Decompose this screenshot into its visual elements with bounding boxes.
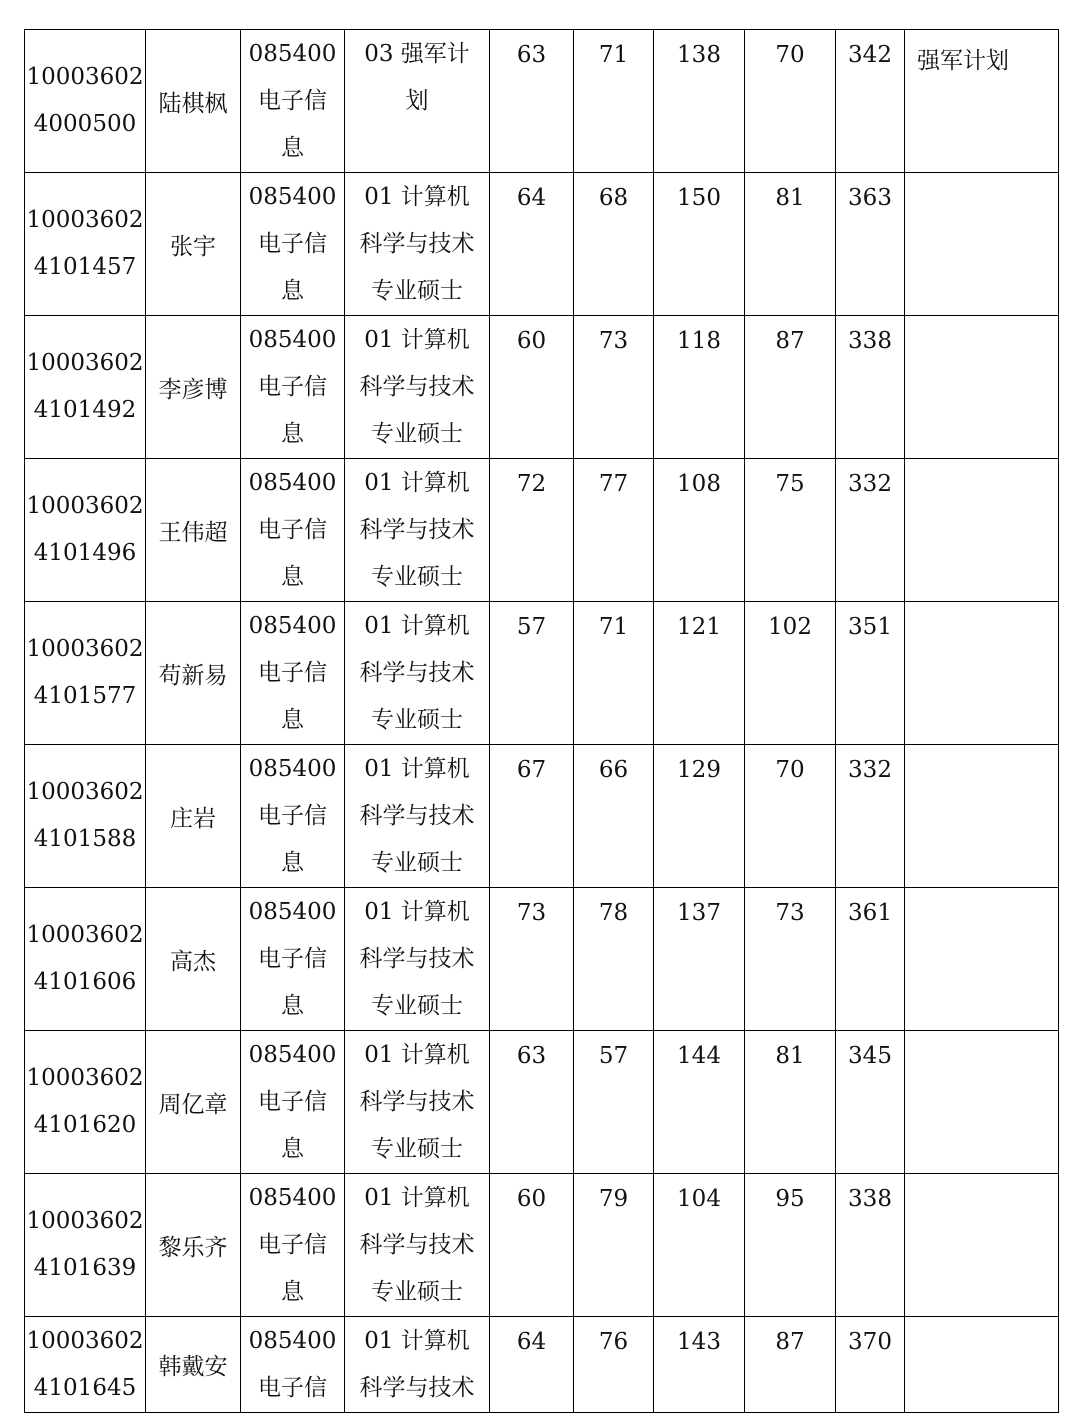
remark-cell	[905, 316, 1059, 459]
table-row	[25, 316, 1059, 459]
candidate-id-cell-line: 4101492	[33, 397, 137, 423]
candidate-id-cell	[25, 1031, 146, 1174]
direction-cell-line: 科学与技术	[359, 517, 475, 543]
table-row	[25, 745, 1059, 888]
direction-cell-line: 划	[405, 88, 429, 114]
total-score-cell: 332	[836, 459, 905, 602]
direction-cell	[345, 745, 490, 888]
table-row	[25, 888, 1059, 1031]
major-cell-line: 息	[281, 278, 304, 304]
score-professional-cell: 87	[745, 316, 836, 459]
major-cell	[241, 602, 345, 745]
major-cell-line: 息	[281, 421, 304, 447]
major-cell	[241, 1031, 345, 1174]
candidate-id-cell	[25, 30, 146, 173]
candidate-id-cell	[25, 888, 146, 1031]
major-cell-line: 电子信	[258, 374, 327, 400]
score-math-cell: 150	[654, 173, 745, 316]
remark-cell	[905, 745, 1059, 888]
major-cell-line: 085400	[248, 756, 337, 782]
major-cell-line: 085400	[248, 899, 337, 925]
remark-cell	[905, 602, 1059, 745]
candidate-id-cell-line: 10003602	[26, 207, 144, 233]
total-score-cell: 363	[836, 173, 905, 316]
score-english-cell: 71	[574, 602, 654, 745]
direction-cell-line: 科学与技术	[359, 803, 475, 829]
score-professional-cell: 70	[745, 745, 836, 888]
score-politics-cell: 63	[490, 30, 574, 173]
direction-cell-line: 专业硕士	[371, 278, 463, 304]
score-math-cell: 121	[654, 602, 745, 745]
direction-cell	[345, 173, 490, 316]
remark-cell	[905, 888, 1059, 1031]
major-cell-line: 085400	[248, 184, 337, 210]
score-english-cell: 71	[574, 30, 654, 173]
total-score-cell: 351	[836, 602, 905, 745]
candidate-id-cell-line: 4000500	[33, 111, 137, 137]
score-professional-cell: 73	[745, 888, 836, 1031]
direction-cell-line: 01 计算机	[364, 1328, 470, 1354]
candidate-id-cell-line: 4101588	[33, 826, 137, 852]
major-cell-line: 085400	[248, 1328, 337, 1354]
direction-cell-line: 01 计算机	[364, 756, 470, 782]
remark-cell	[905, 1031, 1059, 1174]
score-english-cell: 68	[574, 173, 654, 316]
score-math-cell: 108	[654, 459, 745, 602]
score-professional-cell: 102	[745, 602, 836, 745]
score-english-cell: 77	[574, 459, 654, 602]
direction-cell-line: 专业硕士	[371, 564, 463, 590]
major-cell-line: 085400	[248, 1042, 337, 1068]
score-english-cell: 73	[574, 316, 654, 459]
candidate-id-cell-line: 10003602	[26, 64, 144, 90]
direction-cell-line: 科学与技术	[359, 231, 475, 257]
direction-cell-line: 专业硕士	[371, 1279, 463, 1305]
candidate-id-cell-line: 4101606	[33, 969, 137, 995]
score-english-cell: 78	[574, 888, 654, 1031]
direction-cell-line: 01 计算机	[364, 327, 470, 353]
score-politics-cell: 73	[490, 888, 574, 1031]
score-math-cell: 118	[654, 316, 745, 459]
direction-cell-line: 01 计算机	[364, 1042, 470, 1068]
score-math-cell: 143	[654, 1317, 745, 1413]
major-cell	[241, 888, 345, 1031]
candidate-name-cell: 周亿章	[146, 1031, 241, 1174]
score-professional-cell: 75	[745, 459, 836, 602]
table-row	[25, 602, 1059, 745]
score-professional-cell: 81	[745, 173, 836, 316]
direction-cell-line: 科学与技术	[359, 946, 475, 972]
remark-cell	[905, 173, 1059, 316]
direction-cell	[345, 1174, 490, 1317]
direction-cell-line: 专业硕士	[371, 993, 463, 1019]
total-score-cell: 345	[836, 1031, 905, 1174]
candidate-id-cell	[25, 602, 146, 745]
candidate-name-cell: 李彦博	[146, 316, 241, 459]
candidate-id-cell-line: 10003602	[26, 1327, 144, 1354]
major-cell	[241, 30, 345, 173]
remark-cell: 强军计划	[905, 30, 1059, 173]
direction-cell-line: 科学与技术	[359, 660, 475, 686]
total-score-cell: 338	[836, 1174, 905, 1317]
major-cell	[241, 173, 345, 316]
major-cell-line: 085400	[248, 1185, 337, 1211]
candidate-id-cell	[25, 1317, 146, 1413]
major-cell-line: 085400	[248, 613, 337, 639]
candidate-id-cell-line: 4101457	[33, 254, 137, 280]
candidate-id-cell-line: 10003602	[26, 493, 144, 519]
major-cell-line: 息	[281, 850, 304, 876]
direction-cell-line: 专业硕士	[371, 421, 463, 447]
table-row	[25, 1031, 1059, 1174]
score-politics-cell: 60	[490, 316, 574, 459]
major-cell-line: 085400	[248, 327, 337, 353]
major-cell	[241, 745, 345, 888]
candidate-id-cell-line: 10003602	[26, 1208, 144, 1234]
remark-cell	[905, 1317, 1059, 1413]
score-math-cell: 104	[654, 1174, 745, 1317]
candidate-id-cell	[25, 316, 146, 459]
remark-cell	[905, 1174, 1059, 1317]
table-row	[25, 1317, 1059, 1413]
direction-cell	[345, 459, 490, 602]
candidate-name-cell: 苟新易	[146, 602, 241, 745]
direction-cell-line: 01 计算机	[364, 613, 470, 639]
candidate-id-cell-line: 4101639	[33, 1255, 137, 1281]
direction-cell-line: 专业硕士	[371, 850, 463, 876]
score-english-cell: 79	[574, 1174, 654, 1317]
candidate-id-cell-line: 10003602	[26, 636, 144, 662]
score-math-cell: 144	[654, 1031, 745, 1174]
major-cell-line: 息	[281, 564, 304, 590]
major-cell-line: 息	[281, 993, 304, 1019]
major-cell	[241, 459, 345, 602]
direction-cell	[345, 1031, 490, 1174]
table-row	[25, 173, 1059, 316]
score-professional-cell: 87	[745, 1317, 836, 1413]
major-cell-line: 息	[281, 707, 304, 733]
direction-cell-line: 科学与技术	[359, 1375, 475, 1401]
direction-cell-line: 专业硕士	[371, 707, 463, 733]
direction-cell-line: 01 计算机	[364, 1185, 470, 1211]
direction-cell	[345, 888, 490, 1031]
table-row	[25, 30, 1059, 173]
total-score-cell: 338	[836, 316, 905, 459]
major-cell-line: 电子信	[258, 517, 327, 543]
major-cell-line: 息	[281, 135, 304, 161]
candidate-id-cell	[25, 459, 146, 602]
major-cell-line: 息	[281, 1279, 304, 1305]
score-politics-cell: 57	[490, 602, 574, 745]
candidate-name-cell: 高杰	[146, 888, 241, 1031]
candidate-id-cell-line: 10003602	[26, 922, 144, 948]
major-cell	[241, 1317, 345, 1413]
score-math-cell: 138	[654, 30, 745, 173]
major-cell-line: 电子信	[258, 803, 327, 829]
candidate-name-cell: 陆棋枫	[146, 30, 241, 173]
direction-cell-line: 科学与技术	[359, 1232, 475, 1258]
direction-cell-line: 01 计算机	[364, 184, 470, 210]
major-cell-line: 电子信	[258, 660, 327, 686]
total-score-cell: 342	[836, 30, 905, 173]
table-row	[25, 1174, 1059, 1317]
candidate-id-cell	[25, 1174, 146, 1317]
major-cell-line: 电子信	[258, 1375, 327, 1401]
candidate-name-cell: 王伟超	[146, 459, 241, 602]
score-politics-cell: 72	[490, 459, 574, 602]
major-cell	[241, 1174, 345, 1317]
score-english-cell: 66	[574, 745, 654, 888]
candidate-id-cell-line: 10003602	[26, 779, 144, 805]
major-cell-line: 085400	[248, 470, 337, 496]
score-professional-cell: 81	[745, 1031, 836, 1174]
candidate-id-cell-line: 10003602	[26, 350, 144, 376]
major-cell-line: 电子信	[258, 946, 327, 972]
direction-cell	[345, 316, 490, 459]
table-row	[25, 459, 1059, 602]
candidate-id-cell-line: 4101620	[33, 1112, 137, 1138]
major-cell	[241, 316, 345, 459]
candidate-name-cell: 张宇	[146, 173, 241, 316]
direction-cell-line: 03 强军计	[364, 41, 470, 67]
direction-cell	[345, 30, 490, 173]
candidate-id-cell-line: 10003602	[26, 1065, 144, 1091]
direction-cell-line: 专业硕士	[371, 1136, 463, 1162]
score-politics-cell: 64	[490, 173, 574, 316]
major-cell-line: 085400	[248, 41, 337, 67]
candidate-name-cell: 韩戴安	[146, 1317, 241, 1413]
score-english-cell: 57	[574, 1031, 654, 1174]
table-body	[25, 30, 1059, 1413]
score-math-cell: 137	[654, 888, 745, 1031]
major-cell-line: 电子信	[258, 231, 327, 257]
direction-cell-line: 01 计算机	[364, 470, 470, 496]
total-score-cell: 370	[836, 1317, 905, 1413]
candidate-id-cell	[25, 173, 146, 316]
direction-cell-line: 01 计算机	[364, 899, 470, 925]
direction-cell-line: 科学与技术	[359, 374, 475, 400]
score-math-cell: 129	[654, 745, 745, 888]
total-score-cell: 361	[836, 888, 905, 1031]
score-politics-cell: 64	[490, 1317, 574, 1413]
candidate-name-cell: 黎乐齐	[146, 1174, 241, 1317]
total-score-cell: 332	[836, 745, 905, 888]
major-cell-line: 息	[281, 1136, 304, 1162]
score-professional-cell: 95	[745, 1174, 836, 1317]
score-politics-cell: 63	[490, 1031, 574, 1174]
major-cell-line: 电子信	[258, 88, 327, 114]
candidate-name-cell: 庄岩	[146, 745, 241, 888]
admission-score-table	[24, 29, 1059, 1413]
score-english-cell: 76	[574, 1317, 654, 1413]
direction-cell	[345, 1317, 490, 1413]
candidate-id-cell-line: 4101577	[33, 683, 137, 709]
major-cell-line: 电子信	[258, 1232, 327, 1258]
direction-cell	[345, 602, 490, 745]
candidate-id-cell	[25, 745, 146, 888]
candidate-id-cell-line: 4101645	[33, 1374, 137, 1401]
candidate-id-cell-line: 4101496	[33, 540, 137, 566]
score-politics-cell: 67	[490, 745, 574, 888]
score-politics-cell: 60	[490, 1174, 574, 1317]
score-professional-cell: 70	[745, 30, 836, 173]
direction-cell-line: 科学与技术	[359, 1089, 475, 1115]
major-cell-line: 电子信	[258, 1089, 327, 1115]
remark-cell	[905, 459, 1059, 602]
